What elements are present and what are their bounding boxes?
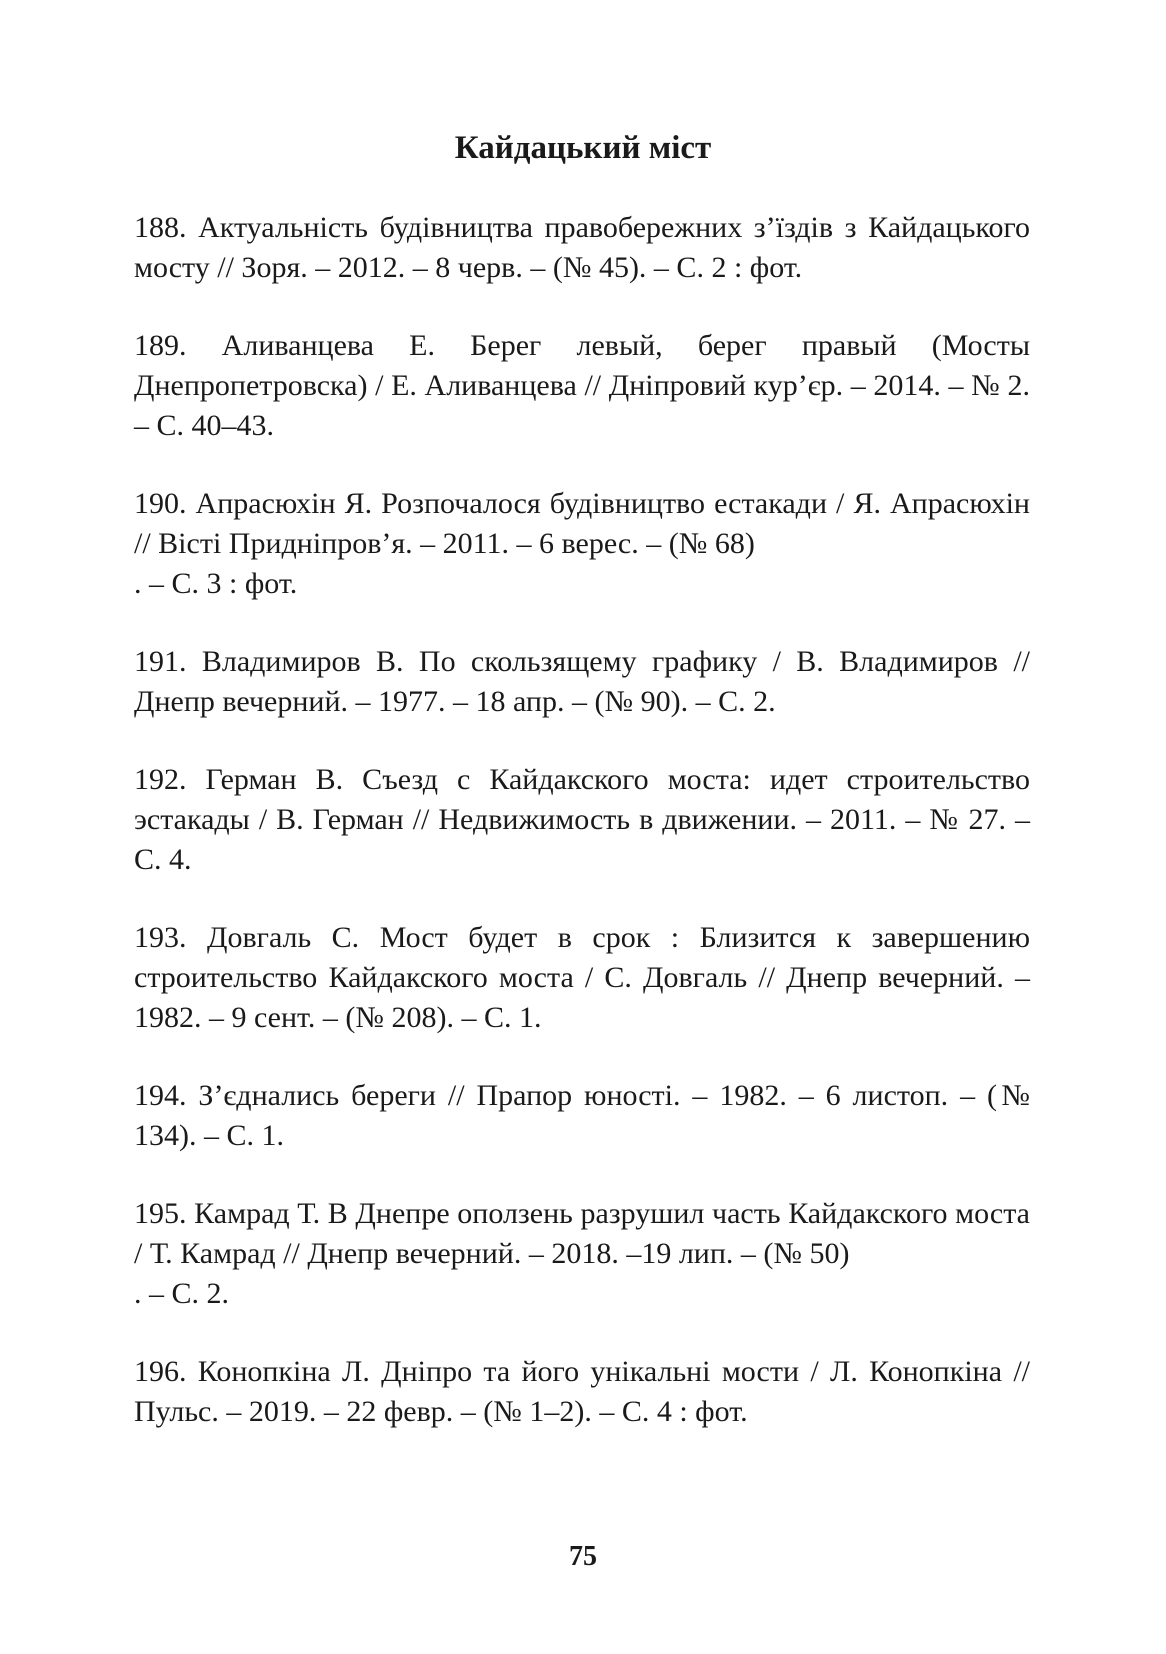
bibliography-entry-188: 188. Актуальність будівництва правобережних з’їздів з Кайдацького мосту // Зоря. – 2012. – 8 черв. – (№ 45). – С. 2 : фот. — [134, 211, 1030, 284]
bibliography-list — [134, 208, 1030, 1470]
bibliography-entry-196: 196. Конопкіна Л. Дніпро та його унікальні мости / Л. Конопкіна // Пульс. – 2019. – 22 февр. – (№ 1–2). – С. 4 : фот. — [134, 1355, 1030, 1428]
bibliography-entry-189: 189. Аливанцева Е. Берег левый, берег правый (Мосты Днепропетровска) / Е. Аливанцева // Дніпровий кур’єр. – 2014. – № 2. – С. 40–43. — [134, 329, 1030, 442]
bibliography-entry-193: 193. Довгаль С. Мост будет в срок : Близится к завершению строительство Кайдакского моста / С. Довгаль // Днепр вечерний. – 1982. – 9 сент. – (№ 208). – С. 1. — [134, 921, 1030, 1034]
bibliography-entry-194: 194. З’єднались береги // Прапор юності. – 1982. – 6 листоп. – (№ 134). – С. 1. — [134, 1079, 1030, 1152]
bibliography-entry-192: 192. Герман В. Съезд с Кайдакского моста: идет строительство эстакады / В. Герман // Недвижимость в движении. – 2011. – № 27. – С. 4. — [134, 763, 1030, 876]
bibliography-entry-190: 190. Апрасюхін Я. Розпочалося будівництво естакади / Я. Апрасюхін // Вісті Придніпров’я. – 2011. – 6 верес. – (№ 68) . – С. 3 : фот. — [134, 487, 1030, 600]
bibliography-entry-191: 191. Владимиров В. По скользящему графику / В. Владимиров // Днепр вечерний. – 1977. – 18 апр. – (№ 90). – С. 2. — [134, 645, 1030, 718]
page-number: 75 — [569, 1541, 597, 1572]
bibliography-entry-195: 195. Камрад Т. В Днепре оползень разрушил часть Кайдакского моста / Т. Камрад // Днепр вечерний. – 2018. –19 лип. – (№ 50) . – С. 2. — [134, 1197, 1030, 1310]
page-title: Кайдацький міст — [454, 130, 712, 166]
